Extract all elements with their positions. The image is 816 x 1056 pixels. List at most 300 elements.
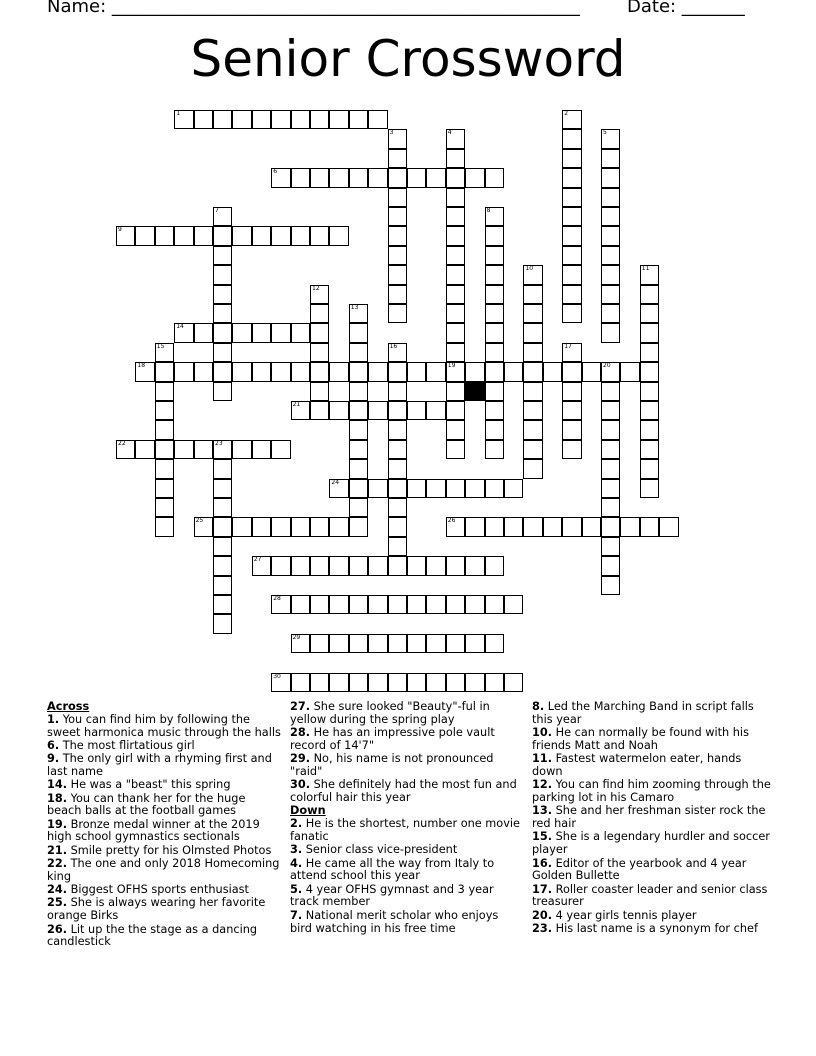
grid-cell[interactable] [271, 517, 290, 536]
grid-cell[interactable] [601, 285, 620, 304]
grid-cell[interactable] [485, 226, 504, 245]
grid-cell[interactable] [388, 343, 407, 362]
grid-cell[interactable] [446, 168, 465, 187]
grid-cell[interactable] [252, 323, 271, 342]
grid-cell[interactable] [388, 382, 407, 401]
grid-cell[interactable] [213, 459, 232, 478]
grid-cell[interactable] [388, 226, 407, 245]
grid-cell[interactable] [485, 362, 504, 381]
grid-cell[interactable] [465, 634, 484, 653]
grid-cell[interactable] [640, 440, 659, 459]
grid-cell[interactable] [485, 304, 504, 323]
grid-cell[interactable] [523, 440, 542, 459]
grid-cell[interactable] [368, 556, 387, 575]
grid-cell[interactable] [523, 343, 542, 362]
grid-cell[interactable] [155, 440, 174, 459]
grid-cell[interactable] [349, 343, 368, 362]
grid-cell[interactable] [601, 304, 620, 323]
grid-cell[interactable] [310, 517, 329, 536]
grid-cell[interactable] [446, 343, 465, 362]
grid-cell[interactable] [174, 226, 193, 245]
grid-cell[interactable] [388, 285, 407, 304]
grid-cell[interactable] [388, 556, 407, 575]
grid-cell[interactable] [601, 537, 620, 556]
grid-cell[interactable] [213, 110, 232, 129]
grid-cell[interactable] [155, 401, 174, 420]
grid-cell[interactable] [155, 498, 174, 517]
grid-cell[interactable] [368, 168, 387, 187]
grid-cell[interactable] [388, 420, 407, 439]
grid-cell[interactable] [446, 188, 465, 207]
grid-cell[interactable] [291, 634, 310, 653]
grid-cell[interactable] [426, 634, 445, 653]
grid-cell[interactable] [388, 479, 407, 498]
grid-cell[interactable] [349, 382, 368, 401]
grid-cell[interactable] [523, 285, 542, 304]
grid-cell[interactable] [271, 323, 290, 342]
grid-cell[interactable] [232, 110, 251, 129]
grid-cell[interactable] [174, 110, 193, 129]
grid-cell[interactable] [562, 420, 581, 439]
grid-cell[interactable] [388, 517, 407, 536]
grid-cell[interactable] [310, 285, 329, 304]
grid-cell[interactable] [310, 673, 329, 692]
grid-cell[interactable] [485, 634, 504, 653]
grid-cell[interactable] [135, 440, 154, 459]
grid-cell[interactable] [446, 440, 465, 459]
grid-cell[interactable] [213, 517, 232, 536]
grid-cell[interactable] [640, 479, 659, 498]
grid-cell[interactable] [368, 110, 387, 129]
grid-cell[interactable] [310, 556, 329, 575]
grid-cell[interactable] [465, 517, 484, 536]
grid-cell[interactable] [562, 149, 581, 168]
grid-cell[interactable] [446, 556, 465, 575]
grid-cell[interactable] [601, 401, 620, 420]
grid-cell[interactable] [562, 440, 581, 459]
grid-cell[interactable] [310, 595, 329, 614]
grid-cell[interactable] [407, 556, 426, 575]
grid-cell[interactable] [523, 459, 542, 478]
grid-cell[interactable] [562, 285, 581, 304]
grid-cell[interactable] [446, 401, 465, 420]
grid-cell[interactable] [155, 420, 174, 439]
grid-cell[interactable] [329, 634, 348, 653]
grid-cell[interactable] [640, 459, 659, 478]
grid-cell[interactable] [446, 323, 465, 342]
grid-cell[interactable] [601, 498, 620, 517]
grid-cell[interactable] [329, 168, 348, 187]
grid-cell[interactable] [446, 634, 465, 653]
grid-cell[interactable] [329, 556, 348, 575]
grid-cell[interactable] [310, 343, 329, 362]
grid-cell[interactable] [329, 479, 348, 498]
grid-cell[interactable] [349, 459, 368, 478]
grid-cell[interactable] [213, 343, 232, 362]
grid-cell[interactable] [640, 362, 659, 381]
grid-cell[interactable] [291, 226, 310, 245]
grid-cell[interactable] [310, 110, 329, 129]
grid-cell[interactable] [485, 440, 504, 459]
grid-cell[interactable] [388, 207, 407, 226]
grid-cell[interactable] [368, 401, 387, 420]
grid-cell[interactable] [446, 362, 465, 381]
grid-cell[interactable] [252, 440, 271, 459]
grid-cell[interactable] [601, 246, 620, 265]
grid-cell[interactable] [310, 226, 329, 245]
grid-cell[interactable] [640, 420, 659, 439]
grid-cell[interactable] [349, 304, 368, 323]
grid-cell[interactable] [446, 479, 465, 498]
grid-cell[interactable] [640, 285, 659, 304]
grid-cell[interactable] [465, 673, 484, 692]
grid-cell[interactable] [407, 401, 426, 420]
grid-cell[interactable] [446, 382, 465, 401]
grid-cell[interactable] [426, 556, 445, 575]
grid-cell[interactable] [310, 168, 329, 187]
grid-cell[interactable] [194, 362, 213, 381]
grid-cell[interactable] [213, 576, 232, 595]
grid-cell[interactable] [349, 440, 368, 459]
grid-cell[interactable] [194, 323, 213, 342]
grid-cell[interactable] [349, 110, 368, 129]
grid-cell[interactable] [485, 517, 504, 536]
grid-cell[interactable] [446, 673, 465, 692]
grid-cell[interactable] [174, 440, 193, 459]
grid-cell[interactable] [601, 362, 620, 381]
grid-cell[interactable] [388, 498, 407, 517]
grid-cell[interactable] [640, 401, 659, 420]
grid-cell[interactable] [446, 246, 465, 265]
grid-cell[interactable] [271, 556, 290, 575]
grid-cell[interactable] [349, 634, 368, 653]
grid-cell[interactable] [213, 226, 232, 245]
grid-cell[interactable] [310, 401, 329, 420]
grid-cell[interactable] [388, 149, 407, 168]
grid-cell[interactable] [446, 265, 465, 284]
grid-cell[interactable] [194, 110, 213, 129]
grid-cell[interactable] [155, 459, 174, 478]
grid-cell[interactable] [349, 479, 368, 498]
grid-cell[interactable] [620, 517, 639, 536]
grid-cell[interactable] [446, 207, 465, 226]
grid-cell[interactable] [388, 129, 407, 148]
grid-cell[interactable] [291, 517, 310, 536]
grid-cell[interactable] [601, 265, 620, 284]
grid-cell[interactable] [601, 168, 620, 187]
grid-cell[interactable] [329, 673, 348, 692]
grid-cell[interactable] [388, 537, 407, 556]
grid-cell[interactable] [291, 401, 310, 420]
grid-cell[interactable] [485, 420, 504, 439]
grid-cell[interactable] [252, 110, 271, 129]
grid-cell[interactable] [407, 479, 426, 498]
grid-cell[interactable] [291, 595, 310, 614]
grid-cell[interactable] [562, 246, 581, 265]
grid-cell[interactable] [213, 498, 232, 517]
grid-cell[interactable] [485, 556, 504, 575]
grid-cell[interactable] [504, 479, 523, 498]
grid-cell[interactable] [213, 265, 232, 284]
grid-cell[interactable] [562, 168, 581, 187]
grid-cell[interactable] [310, 382, 329, 401]
grid-cell[interactable] [213, 479, 232, 498]
grid-cell[interactable] [601, 556, 620, 575]
grid-cell[interactable] [349, 323, 368, 342]
grid-cell[interactable] [426, 401, 445, 420]
grid-cell[interactable] [523, 323, 542, 342]
grid-cell[interactable] [640, 517, 659, 536]
grid-cell[interactable] [601, 517, 620, 536]
grid-cell[interactable] [349, 517, 368, 536]
grid-cell[interactable] [213, 304, 232, 323]
grid-cell[interactable] [523, 265, 542, 284]
grid-cell[interactable] [174, 362, 193, 381]
grid-cell[interactable] [310, 362, 329, 381]
grid-cell[interactable] [252, 226, 271, 245]
grid-cell[interactable] [252, 362, 271, 381]
grid-cell[interactable] [349, 362, 368, 381]
grid-cell[interactable] [562, 207, 581, 226]
grid-cell[interactable] [388, 440, 407, 459]
grid-cell[interactable] [523, 517, 542, 536]
grid-cell[interactable] [407, 634, 426, 653]
grid-cell[interactable] [485, 285, 504, 304]
grid-cell[interactable] [232, 323, 251, 342]
grid-cell[interactable] [329, 595, 348, 614]
grid-cell[interactable] [291, 556, 310, 575]
grid-cell[interactable] [213, 537, 232, 556]
grid-cell[interactable] [368, 634, 387, 653]
grid-cell[interactable] [116, 440, 135, 459]
grid-cell[interactable] [213, 246, 232, 265]
grid-cell[interactable] [562, 362, 581, 381]
grid-cell[interactable] [601, 323, 620, 342]
grid-cell[interactable] [523, 382, 542, 401]
grid-cell[interactable] [523, 304, 542, 323]
grid-cell[interactable] [349, 498, 368, 517]
grid-cell[interactable] [388, 188, 407, 207]
grid-cell[interactable] [504, 517, 523, 536]
grid-cell[interactable] [640, 265, 659, 284]
grid-cell[interactable] [485, 595, 504, 614]
grid-cell[interactable] [640, 343, 659, 362]
grid-cell[interactable] [485, 382, 504, 401]
grid-cell[interactable] [388, 246, 407, 265]
grid-cell[interactable] [426, 168, 445, 187]
grid-cell[interactable] [329, 401, 348, 420]
grid-cell[interactable] [310, 323, 329, 342]
grid-cell[interactable] [465, 479, 484, 498]
grid-cell[interactable] [426, 595, 445, 614]
grid-cell[interactable] [291, 168, 310, 187]
grid-cell[interactable] [485, 207, 504, 226]
grid-cell[interactable] [446, 517, 465, 536]
grid-cell[interactable] [155, 226, 174, 245]
grid-cell[interactable] [465, 556, 484, 575]
grid-cell[interactable] [485, 479, 504, 498]
grid-cell[interactable] [446, 285, 465, 304]
grid-cell[interactable] [329, 517, 348, 536]
grid-cell[interactable] [252, 556, 271, 575]
grid-cell[interactable] [116, 226, 135, 245]
grid-cell[interactable] [601, 149, 620, 168]
grid-cell[interactable] [562, 401, 581, 420]
grid-cell[interactable] [388, 265, 407, 284]
grid-cell[interactable] [426, 362, 445, 381]
grid-cell[interactable] [485, 265, 504, 284]
grid-cell[interactable] [407, 595, 426, 614]
grid-cell[interactable] [271, 226, 290, 245]
grid-cell[interactable] [601, 420, 620, 439]
grid-cell[interactable] [291, 323, 310, 342]
grid-cell[interactable] [271, 110, 290, 129]
grid-cell[interactable] [388, 673, 407, 692]
grid-cell[interactable] [640, 304, 659, 323]
grid-cell[interactable] [388, 595, 407, 614]
grid-cell[interactable] [291, 673, 310, 692]
grid-cell[interactable] [368, 479, 387, 498]
grid-cell[interactable] [601, 188, 620, 207]
grid-cell[interactable] [562, 517, 581, 536]
grid-cell[interactable] [543, 362, 562, 381]
grid-cell[interactable] [601, 576, 620, 595]
grid-cell[interactable] [562, 382, 581, 401]
grid-cell[interactable] [349, 556, 368, 575]
grid-cell[interactable] [562, 188, 581, 207]
grid-cell[interactable] [155, 382, 174, 401]
grid-cell[interactable] [562, 110, 581, 129]
grid-cell[interactable] [562, 226, 581, 245]
grid-cell[interactable] [271, 362, 290, 381]
grid-cell[interactable] [135, 226, 154, 245]
grid-cell[interactable] [388, 304, 407, 323]
grid-cell[interactable] [388, 459, 407, 478]
grid-cell[interactable] [232, 226, 251, 245]
grid-cell[interactable] [601, 207, 620, 226]
grid-cell[interactable] [388, 634, 407, 653]
grid-cell[interactable] [213, 382, 232, 401]
grid-cell[interactable] [213, 556, 232, 575]
grid-cell[interactable] [349, 401, 368, 420]
grid-cell[interactable] [213, 207, 232, 226]
grid-cell[interactable] [504, 673, 523, 692]
grid-cell[interactable] [232, 440, 251, 459]
grid-cell[interactable] [155, 479, 174, 498]
grid-cell[interactable] [465, 362, 484, 381]
grid-cell[interactable] [329, 110, 348, 129]
grid-cell[interactable] [523, 362, 542, 381]
grid-cell[interactable] [465, 168, 484, 187]
grid-cell[interactable] [446, 595, 465, 614]
grid-cell[interactable] [232, 362, 251, 381]
grid-cell[interactable] [504, 595, 523, 614]
grid-cell[interactable] [388, 401, 407, 420]
grid-cell[interactable] [155, 362, 174, 381]
grid-cell[interactable] [601, 129, 620, 148]
grid-cell[interactable] [388, 168, 407, 187]
grid-cell[interactable] [582, 517, 601, 536]
grid-cell[interactable] [368, 362, 387, 381]
grid-cell[interactable] [388, 362, 407, 381]
grid-cell[interactable] [349, 595, 368, 614]
grid-cell[interactable] [271, 673, 290, 692]
grid-cell[interactable] [426, 479, 445, 498]
grid-cell[interactable] [368, 673, 387, 692]
grid-cell[interactable] [329, 226, 348, 245]
grid-cell[interactable] [213, 614, 232, 633]
grid-cell[interactable] [582, 362, 601, 381]
grid-cell[interactable] [446, 226, 465, 245]
grid-cell[interactable] [407, 168, 426, 187]
grid-cell[interactable] [659, 517, 678, 536]
grid-cell[interactable] [194, 226, 213, 245]
grid-cell[interactable] [485, 673, 504, 692]
grid-cell[interactable] [213, 323, 232, 342]
grid-cell[interactable] [407, 362, 426, 381]
grid-cell[interactable] [446, 304, 465, 323]
grid-cell[interactable] [620, 362, 639, 381]
grid-cell[interactable] [135, 362, 154, 381]
grid-cell[interactable] [271, 440, 290, 459]
grid-cell[interactable] [562, 304, 581, 323]
grid-cell[interactable] [213, 285, 232, 304]
grid-cell[interactable] [213, 595, 232, 614]
grid-cell[interactable] [640, 382, 659, 401]
grid-cell[interactable] [523, 401, 542, 420]
grid-cell[interactable] [349, 168, 368, 187]
grid-cell[interactable] [601, 440, 620, 459]
grid-cell[interactable] [252, 517, 271, 536]
grid-cell[interactable] [155, 343, 174, 362]
grid-cell[interactable] [407, 673, 426, 692]
grid-cell[interactable] [446, 129, 465, 148]
grid-cell[interactable] [562, 129, 581, 148]
grid-cell[interactable] [194, 440, 213, 459]
grid-cell[interactable] [310, 304, 329, 323]
grid-cell[interactable] [601, 382, 620, 401]
grid-cell[interactable] [485, 168, 504, 187]
grid-cell[interactable] [601, 459, 620, 478]
grid-cell[interactable] [601, 479, 620, 498]
grid-cell[interactable] [426, 673, 445, 692]
grid-cell[interactable] [310, 634, 329, 653]
grid-cell[interactable] [329, 362, 348, 381]
grid-cell[interactable] [640, 323, 659, 342]
grid-cell[interactable] [271, 595, 290, 614]
grid-cell[interactable] [213, 362, 232, 381]
grid-cell[interactable] [368, 595, 387, 614]
grid-cell[interactable] [504, 362, 523, 381]
grid-cell[interactable] [446, 420, 465, 439]
grid-cell[interactable] [194, 517, 213, 536]
grid-cell[interactable] [543, 517, 562, 536]
grid-cell[interactable] [523, 420, 542, 439]
grid-cell[interactable] [465, 595, 484, 614]
grid-cell[interactable] [155, 517, 174, 536]
grid-cell[interactable] [213, 440, 232, 459]
grid-cell[interactable] [485, 343, 504, 362]
grid-cell[interactable] [349, 673, 368, 692]
grid-cell[interactable] [562, 265, 581, 284]
grid-cell[interactable] [446, 149, 465, 168]
grid-cell[interactable] [485, 246, 504, 265]
grid-cell[interactable] [291, 110, 310, 129]
grid-cell[interactable] [562, 343, 581, 362]
grid-cell[interactable] [174, 323, 193, 342]
grid-cell[interactable] [271, 168, 290, 187]
grid-cell[interactable] [485, 323, 504, 342]
